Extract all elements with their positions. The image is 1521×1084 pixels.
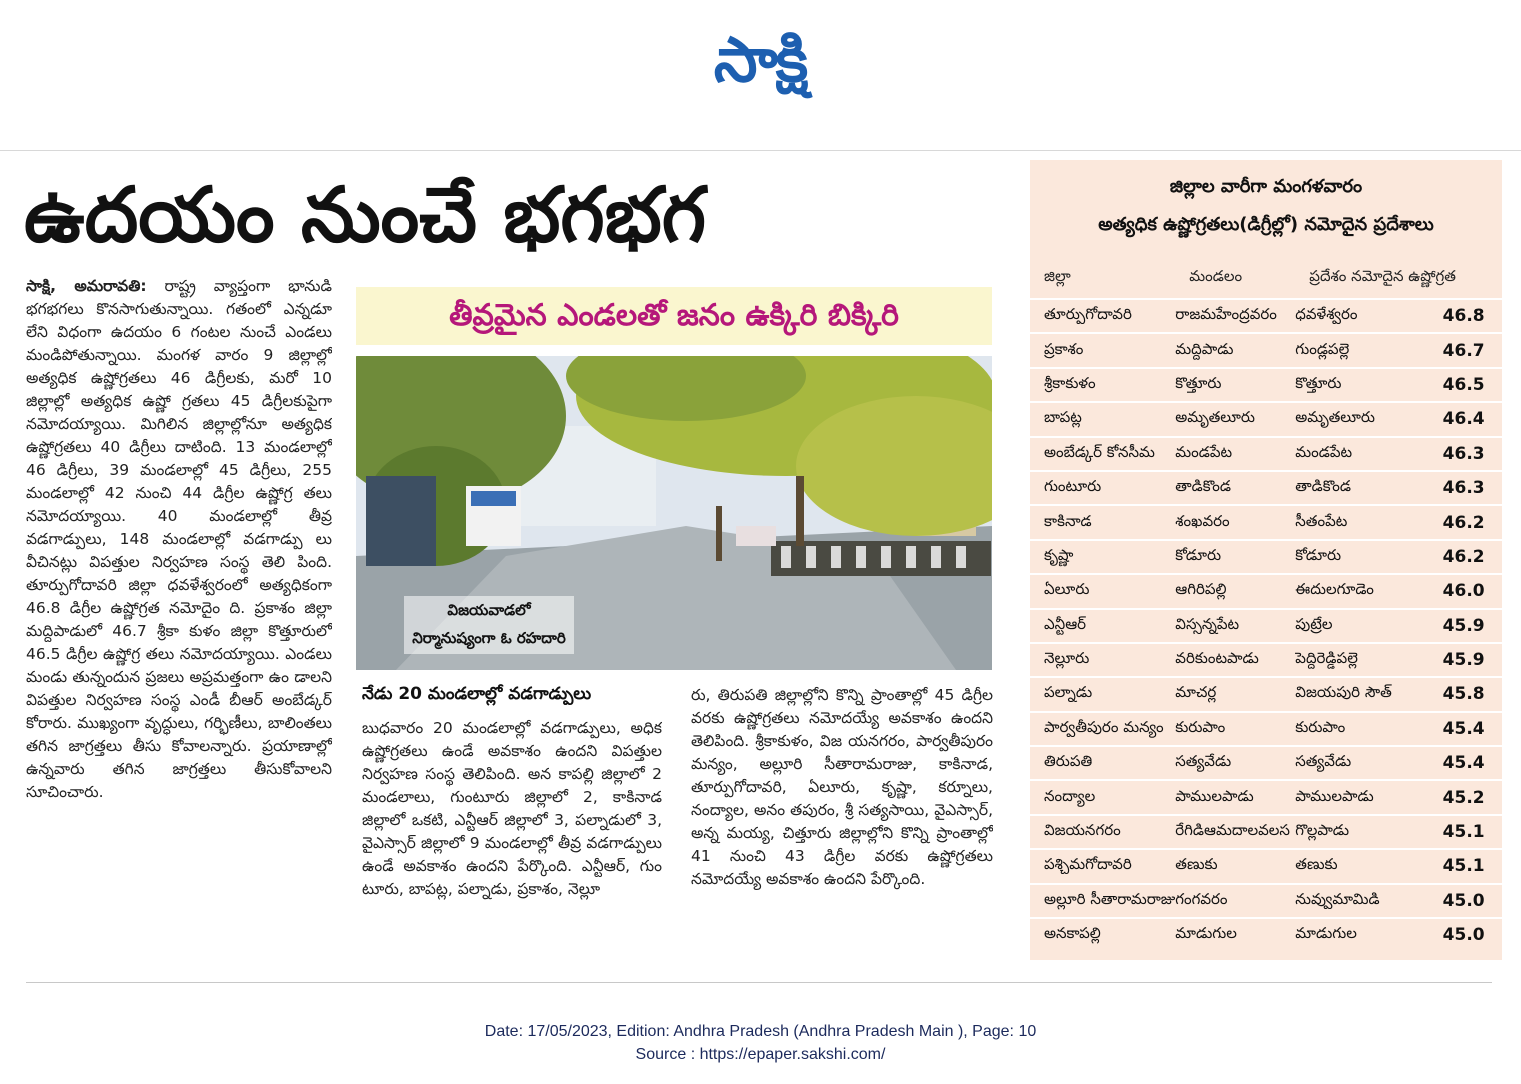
table-cell-place: మాడుగుల [1295,924,1357,943]
table-cell-temperature: 45.1 [1442,856,1485,877]
table-cell-temperature: 46.2 [1442,546,1485,567]
table-cell-mandal: సత్యవేడు [1175,752,1232,771]
table-cell-district: ఏలూరు [1044,580,1090,599]
table-title-line-2: అత్యధిక ఉష్ణోగ్రతలు(డిగ్రీల్లో) నమోదైన ప్రదేశాలు [1098,214,1434,235]
table-cell-place: సత్యవేడు [1295,752,1352,771]
table-cell-place: పాములపాడు [1295,786,1374,805]
photo-caption [404,596,574,654]
table-cell-place: కురుపాం [1295,717,1346,736]
table-row [1030,918,1502,951]
table-cell-mandal: వరికుంటపాడు [1175,649,1259,668]
table-header-district: జిల్లా [1044,267,1071,285]
table-cell-district: తూర్పుగోదావరి [1044,305,1132,324]
table-cell-temperature: 45.8 [1442,684,1485,705]
table-cell-district: విజయనగరం [1044,821,1121,840]
table-cell-temperature: 46.0 [1442,581,1485,602]
table-cell-temperature: 45.4 [1442,753,1485,774]
table-cell-mandal: పాములపాడు [1175,786,1254,805]
table-cell-mandal: మద్దిపాడు [1175,339,1234,358]
table-row [1030,677,1502,711]
table-cell-mandal: కురుపాం [1175,717,1226,736]
table-cell-district: కాకినాడ [1044,511,1092,530]
byline: సాక్షి, అమరావతి: [26,277,147,295]
table-cell-mandal: శంఖవరం [1175,511,1230,530]
table-cell-mandal: కోడూరు [1175,545,1222,564]
table-row [1030,815,1502,849]
table-cell-mandal: రాజమహేంద్రవరం [1175,305,1277,324]
headline: ఉదయం నుంచే భగభగ [24,170,707,259]
table-cell-mandal: మాడుగుల [1175,924,1237,943]
table-cell-district: గుంటూరు [1044,477,1102,496]
table-cell-temperature: 46.4 [1442,409,1485,430]
table-cell-place: గుండ్లపల్లె [1295,339,1350,358]
table-cell-mandal: ఆగిరిపల్లి [1175,580,1227,599]
table-cell-mandal: రేగిడిఆమదాలవలస [1175,821,1290,840]
table-cell-place: విజయపురి సౌత్ [1295,683,1392,702]
table-cell-temperature: 45.0 [1442,925,1485,946]
table-cell-temperature: 46.2 [1442,512,1485,533]
table-row [1030,471,1502,505]
table-cell-mandal: మండపేట [1175,442,1233,461]
photo-caption-line-2: నిర్మానుష్యంగా ఓ రహదారి [412,629,566,647]
table-cell-place: పెద్దిరెడ్డిపల్లె [1295,649,1358,668]
article-text-1: రాష్ట్ర వ్యాప్తంగా భానుడి భగభగలు కొనసాగుతున్నాయి. గతంలో ఎన్నడూ లేని విధంగా ఉదయం 6 గంటల నుంచే ఎండలు మండిపోతున్నాయి. మంగళ వారం 9 జిల్లాల్లో అత్యధిక ఉష్ణోగ్రతలు 46 డిగ్రీలకు, మరో 10 జిల్లాల్లో అత్యధిక ఉష్ణో గ్రతలు 45 డిగ్రీలకుపైగా నమోదయ్యాయి. మిగిలిన జిల్లాల్లోనూ అత్యధిక ఉష్ణోగ్రతలు 40 డిగ్రీలు దాటింది. 13 మండలాల్లో 46 డిగ్రీలు, 39 మండలాల్లో 45 డిగ్రీలు, 255 మండలాల్లో 42 నుంచి 44 డిగ్రీల ఉష్ణోగ్ర తలు నమోదయ్యాయి. 40 మండలాల్లో తీవ్ర వడగాడ్పులు, 148 మండలాల్లో వడగాడ్పు లు వీచినట్లు విపత్తుల నిర్వహణ సంస్థ తెలి పింది. తూర్పుగోదావరి జిల్లా ధవళేశ్వరంలో అత్యధికంగా 46.8 డిగ్రీల ఉష్ణోగ్రత నమోదైం ది. ప్రకాశం జిల్లా మద్దిపాడులో 46.7 శ్రీకా కుళం జిల్లా కొత్తూరులో 46.5 డిగ్రీల ఉష్ణోగ్ర తలు నమోదయ్యాయి. ఎండలు మండు తున్నందున ప్రజలు అప్రమత్తంగా ఉం డాలని విపత్తుల నిర్వహణ సంస్థ ఎండీ బీఆర్ అంబేడ్కర్ కోరారు. ముఖ్యంగా వృద్ధులు, గర్భిణీలు, బాలింతలు తగిన జాగ్రత్తలు తీసు కోవాలన్నారు. ప్రయాణాల్లో ఉన్నవారు తగిన జాగ్రత్తలు తీసుకోవాలని సూచించారు. [26,277,332,801]
table-cell-district: అనకాపల్లి [1044,924,1101,943]
table-cell-district: నంద్యాల [1044,786,1096,805]
table-row [1030,884,1502,918]
table-cell-place: నువ్వుమామిడి [1295,889,1380,908]
table-cell-place: కొత్తూరు [1295,373,1342,392]
table-cell-place: అమృతలూరు [1295,408,1375,427]
table-cell-mandal: మాచర్ల [1175,683,1217,702]
table-cell-place: సీతంపేట [1295,511,1348,530]
table-cell-district: ప్రకాశం [1044,339,1084,358]
article-column-1 [26,275,332,975]
table-row [1030,609,1502,643]
table-cell-place: ధవళేశ్వరం [1295,305,1358,324]
photo-caption-line-1: విజయవాడలో [447,601,531,619]
table-row [1030,574,1502,608]
table-row [1030,849,1502,883]
footer-source-line: Source : https://epaper.sakshi.com/ [635,1046,886,1063]
table-cell-district: ఎన్టీఆర్ [1044,614,1087,633]
footer-date-line: Date: 17/05/2023, Edition: Andhra Pradesh (Andhra Pradesh Main ), Page: 10 [484,1023,1037,1040]
table-cell-district: అల్లూరి సీతారామరాజు [1044,889,1176,908]
table-cell-mandal: తాడికొండ [1175,477,1231,496]
table-cell-temperature: 45.9 [1442,650,1485,671]
section-subheading: నేడు 20 మండలాల్లో వడగాడ్పులు [362,684,592,704]
table-cell-district: శ్రీకాకుళం [1044,373,1096,392]
table-row [1030,402,1502,436]
table-cell-mandal: తణుకు [1175,855,1218,874]
table-row [1030,643,1502,677]
table-header-place-temp: ప్రదేశం నమోదైన ఉష్ణోగ్రత [1309,267,1456,285]
table-cell-district: నెల్లూరు [1044,649,1090,668]
table-cell-district: పశ్చిమగోదావరి [1044,855,1132,874]
table-body [1030,299,1502,951]
table-row [1030,437,1502,471]
table-cell-place: తాడికొండ [1295,477,1351,496]
table-row [1030,746,1502,780]
table-cell-temperature: 46.5 [1442,374,1485,395]
table-row [1030,333,1502,367]
table-cell-district: పల్నాడు [1044,683,1093,702]
table-row [1030,505,1502,539]
table-cell-temperature: 46.3 [1442,478,1485,499]
article-column-3: రు, తిరుపతి జిల్లాల్లోని కొన్ని ప్రాంతాల్లో 45 డిగ్రీల వరకు ఉష్ణోగ్రతలు నమోదయ్యే అవకాశం ఉందని తెలిపింది. శ్రీకాకుళం, విజ యనగరం, పార్వతీపురం మన్యం, అల్లూరి సీతారామరాజు, కాకినాడ, తూర్పుగోదావరి, ఏలూరు, కృష్ణా, కర్నూలు, నంద్యాల, అనం తపురం, శ్రీ సత్యసాయి, వైఎస్సార్, అన్న మయ్య, చిత్తూరు జిల్లాల్లోని కొన్ని ప్రాంతాల్లో 41 నుంచి 43 డిగ్రీల వరకు ఉష్ణోగ్రతలు నమోదయ్యే అవకాశం ఉందని పేర్కొంది. [691,686,993,888]
article-column-2: బుధవారం 20 మండలాల్లో వడగాడ్పులు, అధిక ఉష్ణోగ్రతలు ఉండే అవకాశం ఉందని విపత్తుల నిర్వహణ సంస్థ తెలిపింది. అన కాపల్లి జిల్లాలో 2 మండలాలు, గుంటూరు జిల్లాలో 2, కాకినాడ జిల్లాలో ఒకటి, ఎన్టీఆర్ జిల్లాలో 3, పల్నాడులో 3, వైఎస్సార్ జిల్లాలో 9 మండలాల్లో తీవ్ర వడగాడ్పులు ఉండే అవకాశం ఉందని పేర్కొంది. ఎన్టీఆర్, గుం టూరు, బాపట్ల, పల్నాడు, ప్రకాశం, నెల్లూ [362,719,662,898]
table-row [1030,299,1502,333]
top-divider [0,150,1521,151]
table-cell-place: పుట్రేల [1295,614,1333,633]
masthead-logo: సాక్షి [713,23,807,96]
table-row [1030,712,1502,746]
table-cell-mandal: అమృతలూరు [1175,408,1255,427]
table-cell-district: తిరుపతి [1044,752,1093,771]
table-cell-place: తణుకు [1295,855,1338,874]
table-cell-temperature: 45.2 [1442,787,1485,808]
page-footer [0,1020,1521,1070]
table-cell-mandal: కొత్తూరు [1175,373,1222,392]
subheadline: తీవ్రమైన ఎండలతో జనం ఉక్కిరి బిక్కిరి [449,298,899,333]
table-cell-temperature: 46.3 [1442,443,1485,464]
bottom-divider [26,982,1492,983]
table-cell-place: గొల్లపాడు [1295,821,1350,840]
table-cell-temperature: 46.8 [1442,306,1485,327]
table-cell-temperature: 45.9 [1442,615,1485,636]
table-row [1030,540,1502,574]
table-title [1030,168,1502,248]
table-cell-place: కోడూరు [1295,545,1342,564]
table-cell-temperature: 45.0 [1442,890,1485,911]
table-cell-temperature: 46.7 [1442,340,1485,361]
table-row [1030,368,1502,402]
table-cell-place: మండపేట [1295,442,1353,461]
table-cell-place: ఈదులగూడెం [1295,580,1374,599]
table-cell-district: బాపట్ల [1044,408,1082,427]
table-cell-district: కృష్ణా [1044,545,1074,564]
table-title-line-1: జిల్లాల వారీగా మంగళవారం [1169,176,1363,197]
table-row [1030,780,1502,814]
table-cell-district: అంబేడ్కర్ కోనసీమ [1044,442,1155,461]
table-cell-mandal: విస్సన్నపేట [1175,614,1240,633]
table-cell-temperature: 45.4 [1442,718,1485,739]
table-cell-temperature: 45.1 [1442,822,1485,843]
table-header-mandal: మండలం [1189,267,1243,285]
table-cell-mandal: గంగవరం [1175,889,1228,908]
temperature-table [1030,258,1502,951]
table-cell-district: పార్వతీపురం మన్యం [1044,717,1164,736]
